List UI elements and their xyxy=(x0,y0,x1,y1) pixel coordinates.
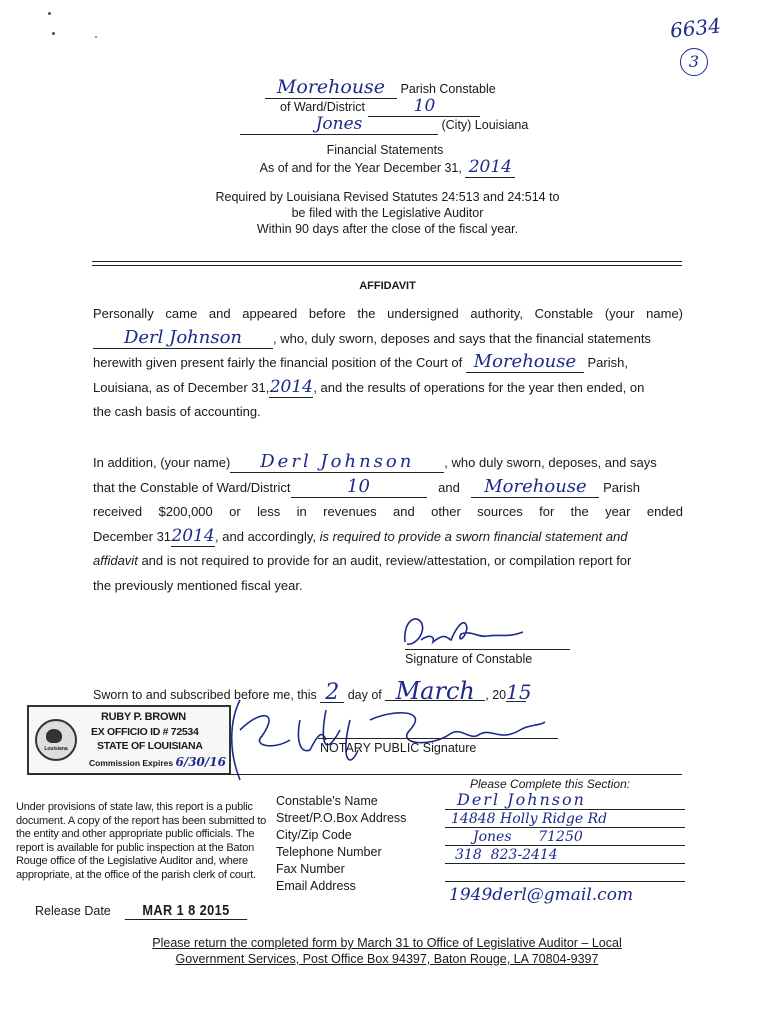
p2-and: and xyxy=(438,479,460,495)
p1-line4 xyxy=(93,376,683,401)
p2-line4 xyxy=(93,525,683,550)
p2-line6: the previously mentioned fiscal year. xyxy=(93,577,303,593)
affidavit-paragraph-1 xyxy=(93,302,683,425)
legal-disclaimer xyxy=(16,801,286,882)
disclaimer-line: report is available for public inspection at the Baton xyxy=(16,841,255,854)
contact-divider xyxy=(30,774,682,775)
p1-line1: Personally came and appeared before the undersigned authority, Constable (your name) xyxy=(93,306,683,321)
p1-line3-end: Parish, xyxy=(587,355,628,370)
sworn-century: , 20 xyxy=(485,688,507,702)
scan-speck xyxy=(95,36,97,38)
p2-line2 xyxy=(93,476,683,501)
year-prefix: As of and for the Year December 31, xyxy=(259,161,462,175)
affidavit-paragraph-2 xyxy=(93,451,683,598)
p2-line3: received $200,000 or less in revenues and other sources for the year ended xyxy=(93,504,683,519)
contact-labels xyxy=(276,793,436,895)
release-date-label: Release Date xyxy=(35,904,111,918)
year-value: 2014 xyxy=(465,157,515,178)
sworn-day-of: day of xyxy=(347,688,382,702)
notary-signature xyxy=(200,690,560,790)
footer-line-2: Government Services, Post Office Box 94397, Baton Rouge, LA 70804-9397 xyxy=(175,952,599,966)
disclaimer-line: Rouge office of the Legislative Auditor and, where xyxy=(16,855,248,867)
p2-line2-text: that the Constable of Ward/District xyxy=(93,479,291,495)
constable-signature-line xyxy=(405,649,570,650)
label-city-zip: City/Zip Code xyxy=(276,828,352,842)
label-telephone: Telephone Number xyxy=(276,845,382,859)
release-date-row xyxy=(35,902,258,920)
label-constable-name: Constable's Name xyxy=(276,794,378,808)
p2-italic-2: affidavit xyxy=(93,553,138,568)
p2-line5-text: and is not required to provide for an audit, review/attestation, or compilation report for xyxy=(141,553,632,568)
value-email: 1949derl@gmail.com xyxy=(449,885,634,905)
requirement-line-1: Required by Louisiana Revised Statutes 24:513 and 24:514 to xyxy=(215,190,560,204)
affidavit-title: AFFIDAVIT xyxy=(359,280,416,292)
stamp-ex-officio: EX OFFICIO ID # 72534 xyxy=(91,726,199,738)
notary-signature-line xyxy=(318,738,558,739)
scan-speck xyxy=(52,32,55,35)
p1-parish: Morehouse xyxy=(466,352,584,373)
p2-line1-text: In addition, (your name) xyxy=(93,455,231,470)
louisiana-seal-icon xyxy=(35,719,77,761)
label-street-address: Street/P.O.Box Address xyxy=(276,811,407,825)
p1-name: Derl Johnson xyxy=(93,328,273,349)
stamp-name: RUBY P. BROWN xyxy=(101,711,186,723)
p1-line2 xyxy=(93,327,683,352)
footer-line-1: Please return the completed form by March 31 to Office of Legislative Auditor – Local xyxy=(152,936,622,950)
value-telephone: 318 823-2414 xyxy=(445,846,685,864)
p2-line4-mid: , and accordingly, xyxy=(215,528,316,544)
ward-label: of Ward/District xyxy=(280,100,365,114)
corner-note-circle: 3 xyxy=(680,48,708,76)
stamp-state: STATE OF LOUISIANA xyxy=(97,740,203,752)
p2-line5 xyxy=(93,549,683,574)
value-constable-name: Derl Johnson xyxy=(445,792,685,810)
value-city-zip: Jones 71250 xyxy=(445,828,685,846)
contact-section-title: Please Complete this Section: xyxy=(470,777,631,791)
label-email: Email Address xyxy=(276,879,356,893)
requirement-line-2: be filed with the Legislative Auditor xyxy=(291,206,484,220)
disclaimer-line: the entity and other appropriate public officials. The xyxy=(16,828,255,840)
notary-signature-label: NOTARY PUBLIC Signature xyxy=(320,741,477,755)
disclaimer-line: document. A copy of the report has been submitted to xyxy=(16,814,267,827)
p1-line5: the cash basis of accounting. xyxy=(93,404,261,419)
section-divider xyxy=(92,261,682,266)
p1-year: 2014 xyxy=(269,376,313,397)
p2-line1-end: , who duly sworn, deposes, and says xyxy=(444,455,657,470)
label-fax: Fax Number xyxy=(276,862,345,876)
p2-year: 2014 xyxy=(171,525,215,546)
p1-line2-rest: , who, duly sworn, deposes and says that the financial statements xyxy=(273,330,651,346)
sworn-day: 2 xyxy=(320,684,344,703)
release-date-stamp: MAR 1 8 2015 xyxy=(125,902,247,920)
contact-values xyxy=(445,790,685,905)
p1-line4-text: Louisiana, as of December 31, xyxy=(93,379,270,395)
p1-line3 xyxy=(93,351,683,376)
p2-line4-text: December 31 xyxy=(93,528,172,544)
constable-signature xyxy=(395,612,565,654)
parish-value: Morehouse xyxy=(265,76,397,99)
stamp-expires-value: 6/30/16 xyxy=(175,755,226,769)
p2-parish: Morehouse xyxy=(471,477,599,498)
ward-value: 10 xyxy=(368,96,480,117)
seal-text: Louisiana xyxy=(44,746,68,752)
p1-line4-end: , and the results of operations for the year then ended, on xyxy=(313,379,645,395)
p2-line1 xyxy=(93,451,683,476)
city-label: (City) Louisiana xyxy=(441,118,529,132)
corner-note-number: 6634 xyxy=(668,13,723,43)
p2-line2-end: Parish xyxy=(603,479,640,495)
value-street-address: 14848 Holly Ridge Rd xyxy=(445,810,685,828)
p2-name: Derl Johnson xyxy=(230,452,444,473)
header-city-line xyxy=(240,114,540,135)
scan-speck xyxy=(48,12,51,15)
statement-title: Financial Statements xyxy=(326,143,444,157)
p2-italic-1: is required to provide a sworn financial statement and xyxy=(319,528,628,544)
statement-year-line xyxy=(0,157,770,178)
parish-label: Parish Constable xyxy=(400,82,496,96)
constable-signature-label: Signature of Constable xyxy=(405,652,533,666)
sworn-text: Sworn to and subscribed before me, this xyxy=(93,688,317,702)
disclaimer-line: appropriate, at the office of the parish clerk of court. xyxy=(16,868,256,881)
requirement-line-3: Within 90 days after the close of the fiscal year. xyxy=(256,222,519,236)
p1-line3-text: herewith given present fairly the financial position of the Court of xyxy=(93,355,463,370)
stamp-expires-label: Commission Expires xyxy=(89,758,174,768)
disclaimer-line: Under provisions of state law, this report is a public xyxy=(16,801,253,813)
p2-ward: 10 xyxy=(291,477,427,498)
value-fax xyxy=(445,864,685,882)
sworn-year: 15 xyxy=(506,680,532,704)
city-value: Jones xyxy=(240,114,438,135)
sworn-month: March xyxy=(385,682,485,701)
